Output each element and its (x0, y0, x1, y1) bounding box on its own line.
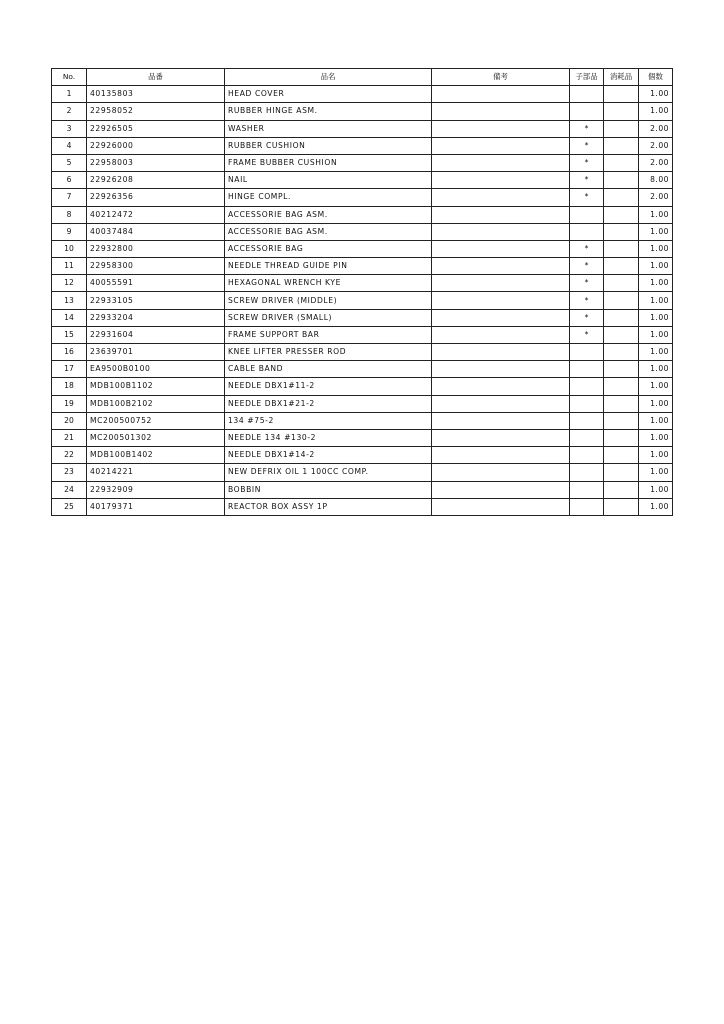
cell-quantity: 2.00 (639, 137, 673, 154)
cell-consumable (604, 344, 639, 361)
table-row (52, 361, 673, 378)
cell-consumable (604, 240, 639, 257)
table-row (52, 292, 673, 309)
cell-quantity: 1.00 (639, 326, 673, 343)
cell-remarks (432, 137, 570, 154)
table-row (52, 206, 673, 223)
parts-list-table (51, 68, 673, 516)
table-row (52, 464, 673, 481)
cell-no: 22 (52, 447, 87, 464)
cell-quantity: 1.00 (639, 344, 673, 361)
cell-no: 16 (52, 344, 87, 361)
cell-quantity: 1.00 (639, 412, 673, 429)
cell-consumable (604, 464, 639, 481)
cell-part-name: ACCESSORIE BAG (225, 240, 432, 257)
table-row (52, 137, 673, 154)
cell-consumable (604, 154, 639, 171)
cell-quantity: 2.00 (639, 120, 673, 137)
cell-part-number: 40179371 (87, 498, 225, 515)
cell-consumable (604, 120, 639, 137)
header-part-name: 品名 (225, 69, 432, 86)
cell-quantity: 1.00 (639, 292, 673, 309)
cell-part-number: 40055591 (87, 275, 225, 292)
cell-consumable (604, 189, 639, 206)
cell-part-name: SCREW DRIVER (MIDDLE) (225, 292, 432, 309)
cell-quantity: 1.00 (639, 223, 673, 240)
cell-part-number: EA9500B0100 (87, 361, 225, 378)
cell-part-name: NEEDLE THREAD GUIDE PIN (225, 258, 432, 275)
table-row (52, 189, 673, 206)
cell-child-part: * (570, 258, 604, 275)
cell-remarks (432, 326, 570, 343)
cell-no: 25 (52, 498, 87, 515)
table-row (52, 412, 673, 429)
cell-part-number: 22932800 (87, 240, 225, 257)
cell-remarks (432, 120, 570, 137)
cell-consumable (604, 86, 639, 103)
cell-remarks (432, 172, 570, 189)
cell-remarks (432, 240, 570, 257)
cell-quantity: 1.00 (639, 378, 673, 395)
cell-no: 19 (52, 395, 87, 412)
cell-part-name: 134 #75-2 (225, 412, 432, 429)
cell-part-name: HINGE COMPL. (225, 189, 432, 206)
cell-child-part: * (570, 275, 604, 292)
cell-child-part: * (570, 172, 604, 189)
table-row (52, 447, 673, 464)
cell-part-name: CABLE BAND (225, 361, 432, 378)
cell-no: 24 (52, 481, 87, 498)
cell-quantity: 1.00 (639, 361, 673, 378)
cell-consumable (604, 258, 639, 275)
cell-part-number: 22958003 (87, 154, 225, 171)
cell-quantity: 1.00 (639, 309, 673, 326)
cell-part-number: 22931604 (87, 326, 225, 343)
cell-consumable (604, 412, 639, 429)
table-row (52, 326, 673, 343)
cell-child-part (570, 498, 604, 515)
cell-consumable (604, 309, 639, 326)
table-row (52, 395, 673, 412)
cell-part-number: 40135803 (87, 86, 225, 103)
cell-consumable (604, 206, 639, 223)
header-row (52, 69, 673, 86)
cell-child-part (570, 378, 604, 395)
cell-consumable (604, 326, 639, 343)
cell-part-number: 22926208 (87, 172, 225, 189)
cell-remarks (432, 361, 570, 378)
cell-no: 8 (52, 206, 87, 223)
cell-no: 14 (52, 309, 87, 326)
cell-quantity: 1.00 (639, 481, 673, 498)
cell-part-name: ACCESSORIE BAG ASM. (225, 206, 432, 223)
cell-remarks (432, 292, 570, 309)
cell-remarks (432, 498, 570, 515)
cell-child-part: * (570, 120, 604, 137)
cell-child-part (570, 429, 604, 446)
cell-quantity: 1.00 (639, 395, 673, 412)
cell-remarks (432, 344, 570, 361)
cell-part-name: NEEDLE DBX1#21-2 (225, 395, 432, 412)
table-row (52, 498, 673, 515)
cell-consumable (604, 103, 639, 120)
table-row (52, 240, 673, 257)
cell-no: 17 (52, 361, 87, 378)
cell-quantity: 1.00 (639, 240, 673, 257)
cell-consumable (604, 223, 639, 240)
cell-part-name: BOBBIN (225, 481, 432, 498)
table-row (52, 223, 673, 240)
cell-no: 5 (52, 154, 87, 171)
cell-remarks (432, 309, 570, 326)
cell-quantity: 1.00 (639, 103, 673, 120)
cell-part-number: MC200500752 (87, 412, 225, 429)
table-row (52, 103, 673, 120)
cell-part-name: NEEDLE DBX1#11-2 (225, 378, 432, 395)
cell-part-number: 22926505 (87, 120, 225, 137)
cell-remarks (432, 378, 570, 395)
cell-remarks (432, 86, 570, 103)
cell-part-number: 40214221 (87, 464, 225, 481)
header-part-number: 品番 (87, 69, 225, 86)
cell-no: 11 (52, 258, 87, 275)
cell-no: 6 (52, 172, 87, 189)
cell-remarks (432, 481, 570, 498)
table-header (52, 69, 673, 86)
cell-consumable (604, 137, 639, 154)
cell-quantity: 1.00 (639, 275, 673, 292)
cell-part-name: RUBBER CUSHION (225, 137, 432, 154)
cell-remarks (432, 223, 570, 240)
cell-part-name: FRAME SUPPORT BAR (225, 326, 432, 343)
cell-part-number: MC200501302 (87, 429, 225, 446)
cell-child-part (570, 103, 604, 120)
cell-quantity: 1.00 (639, 86, 673, 103)
table-row (52, 309, 673, 326)
table-row (52, 154, 673, 171)
cell-part-number: 22926000 (87, 137, 225, 154)
table-row (52, 344, 673, 361)
cell-part-name: SCREW DRIVER (SMALL) (225, 309, 432, 326)
cell-quantity: 1.00 (639, 464, 673, 481)
cell-no: 20 (52, 412, 87, 429)
cell-part-name: HEXAGONAL WRENCH KYE (225, 275, 432, 292)
cell-quantity: 1.00 (639, 498, 673, 515)
cell-no: 15 (52, 326, 87, 343)
cell-part-name: REACTOR BOX ASSY 1P (225, 498, 432, 515)
table-row (52, 481, 673, 498)
cell-quantity: 1.00 (639, 206, 673, 223)
cell-quantity: 8.00 (639, 172, 673, 189)
cell-no: 3 (52, 120, 87, 137)
cell-part-number: 22932909 (87, 481, 225, 498)
cell-child-part: * (570, 292, 604, 309)
table-row (52, 429, 673, 446)
cell-part-name: WASHER (225, 120, 432, 137)
cell-no: 18 (52, 378, 87, 395)
cell-part-name: NEEDLE 134 #130-2 (225, 429, 432, 446)
table-row (52, 258, 673, 275)
cell-part-number: 22958300 (87, 258, 225, 275)
header-consumable: 消耗品 (604, 69, 639, 86)
cell-remarks (432, 412, 570, 429)
cell-child-part (570, 395, 604, 412)
cell-consumable (604, 447, 639, 464)
cell-consumable (604, 275, 639, 292)
cell-quantity: 2.00 (639, 154, 673, 171)
cell-child-part: * (570, 137, 604, 154)
header-child-part: 子部品 (570, 69, 604, 86)
table-row (52, 120, 673, 137)
cell-no: 10 (52, 240, 87, 257)
header-remarks: 備考 (432, 69, 570, 86)
cell-child-part: * (570, 309, 604, 326)
cell-remarks (432, 189, 570, 206)
table-row (52, 275, 673, 292)
cell-no: 1 (52, 86, 87, 103)
cell-child-part (570, 481, 604, 498)
cell-remarks (432, 447, 570, 464)
cell-remarks (432, 154, 570, 171)
header-quantity: 個数 (639, 69, 673, 86)
table-row (52, 86, 673, 103)
cell-part-name: NAIL (225, 172, 432, 189)
cell-part-name: NEW DEFRIX OIL 1 100CC COMP. (225, 464, 432, 481)
cell-consumable (604, 361, 639, 378)
cell-child-part: * (570, 240, 604, 257)
cell-part-number: 22933105 (87, 292, 225, 309)
cell-consumable (604, 481, 639, 498)
table-row (52, 378, 673, 395)
cell-part-number: 23639701 (87, 344, 225, 361)
cell-quantity: 1.00 (639, 447, 673, 464)
cell-child-part (570, 344, 604, 361)
table-body (52, 86, 673, 516)
cell-part-number: 22933204 (87, 309, 225, 326)
cell-part-number: 22958052 (87, 103, 225, 120)
header-no: No. (52, 69, 87, 86)
cell-quantity: 1.00 (639, 258, 673, 275)
cell-part-number: MDB100B1402 (87, 447, 225, 464)
cell-part-name: RUBBER HINGE ASM. (225, 103, 432, 120)
cell-no: 13 (52, 292, 87, 309)
cell-no: 23 (52, 464, 87, 481)
cell-no: 12 (52, 275, 87, 292)
cell-consumable (604, 378, 639, 395)
cell-no: 2 (52, 103, 87, 120)
cell-quantity: 2.00 (639, 189, 673, 206)
cell-child-part (570, 447, 604, 464)
cell-child-part: * (570, 326, 604, 343)
cell-remarks (432, 395, 570, 412)
cell-consumable (604, 498, 639, 515)
cell-quantity: 1.00 (639, 429, 673, 446)
cell-no: 7 (52, 189, 87, 206)
cell-part-name: FRAME BUBBER CUSHION (225, 154, 432, 171)
cell-part-number: 40212472 (87, 206, 225, 223)
cell-remarks (432, 103, 570, 120)
cell-no: 9 (52, 223, 87, 240)
cell-part-name: HEAD COVER (225, 86, 432, 103)
cell-remarks (432, 464, 570, 481)
cell-no: 21 (52, 429, 87, 446)
cell-child-part: * (570, 189, 604, 206)
cell-consumable (604, 395, 639, 412)
cell-remarks (432, 258, 570, 275)
cell-child-part (570, 86, 604, 103)
cell-child-part (570, 206, 604, 223)
cell-part-number: MDB100B2102 (87, 395, 225, 412)
cell-consumable (604, 429, 639, 446)
cell-child-part (570, 412, 604, 429)
cell-consumable (604, 172, 639, 189)
cell-child-part (570, 361, 604, 378)
cell-part-number: 40037484 (87, 223, 225, 240)
cell-consumable (604, 292, 639, 309)
cell-part-number: MDB100B1102 (87, 378, 225, 395)
cell-remarks (432, 206, 570, 223)
cell-remarks (432, 275, 570, 292)
cell-no: 4 (52, 137, 87, 154)
cell-part-name: NEEDLE DBX1#14-2 (225, 447, 432, 464)
cell-child-part (570, 464, 604, 481)
cell-part-number: 22926356 (87, 189, 225, 206)
table-row (52, 172, 673, 189)
cell-part-name: ACCESSORIE BAG ASM. (225, 223, 432, 240)
cell-child-part: * (570, 154, 604, 171)
cell-remarks (432, 429, 570, 446)
cell-part-name: KNEE LIFTER PRESSER ROD (225, 344, 432, 361)
cell-child-part (570, 223, 604, 240)
